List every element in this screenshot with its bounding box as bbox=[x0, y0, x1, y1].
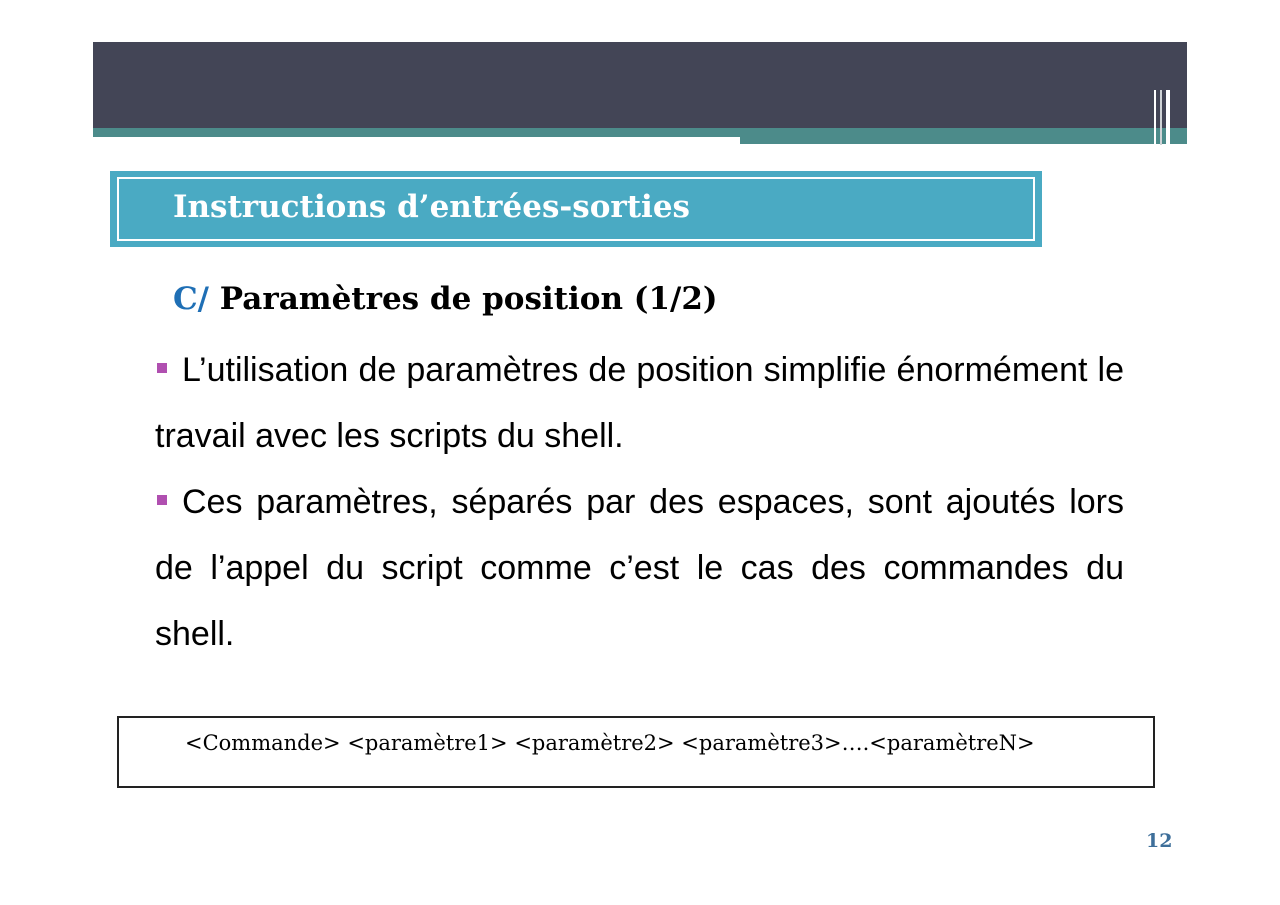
slide-body bbox=[155, 337, 1124, 667]
command-syntax-box bbox=[117, 716, 1155, 788]
header-decorative-bar bbox=[1154, 90, 1156, 145]
paragraph-text: L’utilisation de paramètres de position simplifie énormément le travail avec les scripts du shell. bbox=[155, 351, 1124, 455]
command-syntax: <Commande> <paramètre1> <paramètre2> <paramètre3>….<paramètreN> bbox=[185, 731, 1035, 755]
header-accent-stripe-left bbox=[93, 128, 740, 137]
square-bullet-icon bbox=[157, 363, 167, 373]
paragraph-text: Ces paramètres, séparés par des espaces, sont ajoutés lors de l’appel du script comme c’est le cas des commandes du shell. bbox=[155, 483, 1124, 653]
header-band bbox=[93, 42, 1187, 130]
page-number: 12 bbox=[1146, 830, 1173, 852]
section-subtitle bbox=[173, 276, 718, 322]
subtitle-text: Paramètres de position (1/2) bbox=[219, 281, 718, 317]
bullet-paragraph bbox=[155, 337, 1124, 469]
slide-title: Instructions d’entrées-sorties bbox=[173, 189, 690, 225]
header-decorative-bar bbox=[1166, 90, 1170, 145]
square-bullet-icon bbox=[157, 495, 167, 505]
header-accent-stripe-right bbox=[740, 128, 1187, 144]
header-decorative-bar bbox=[1160, 90, 1162, 145]
bullet-paragraph bbox=[155, 469, 1124, 667]
subtitle-prefix: C/ bbox=[173, 281, 209, 317]
